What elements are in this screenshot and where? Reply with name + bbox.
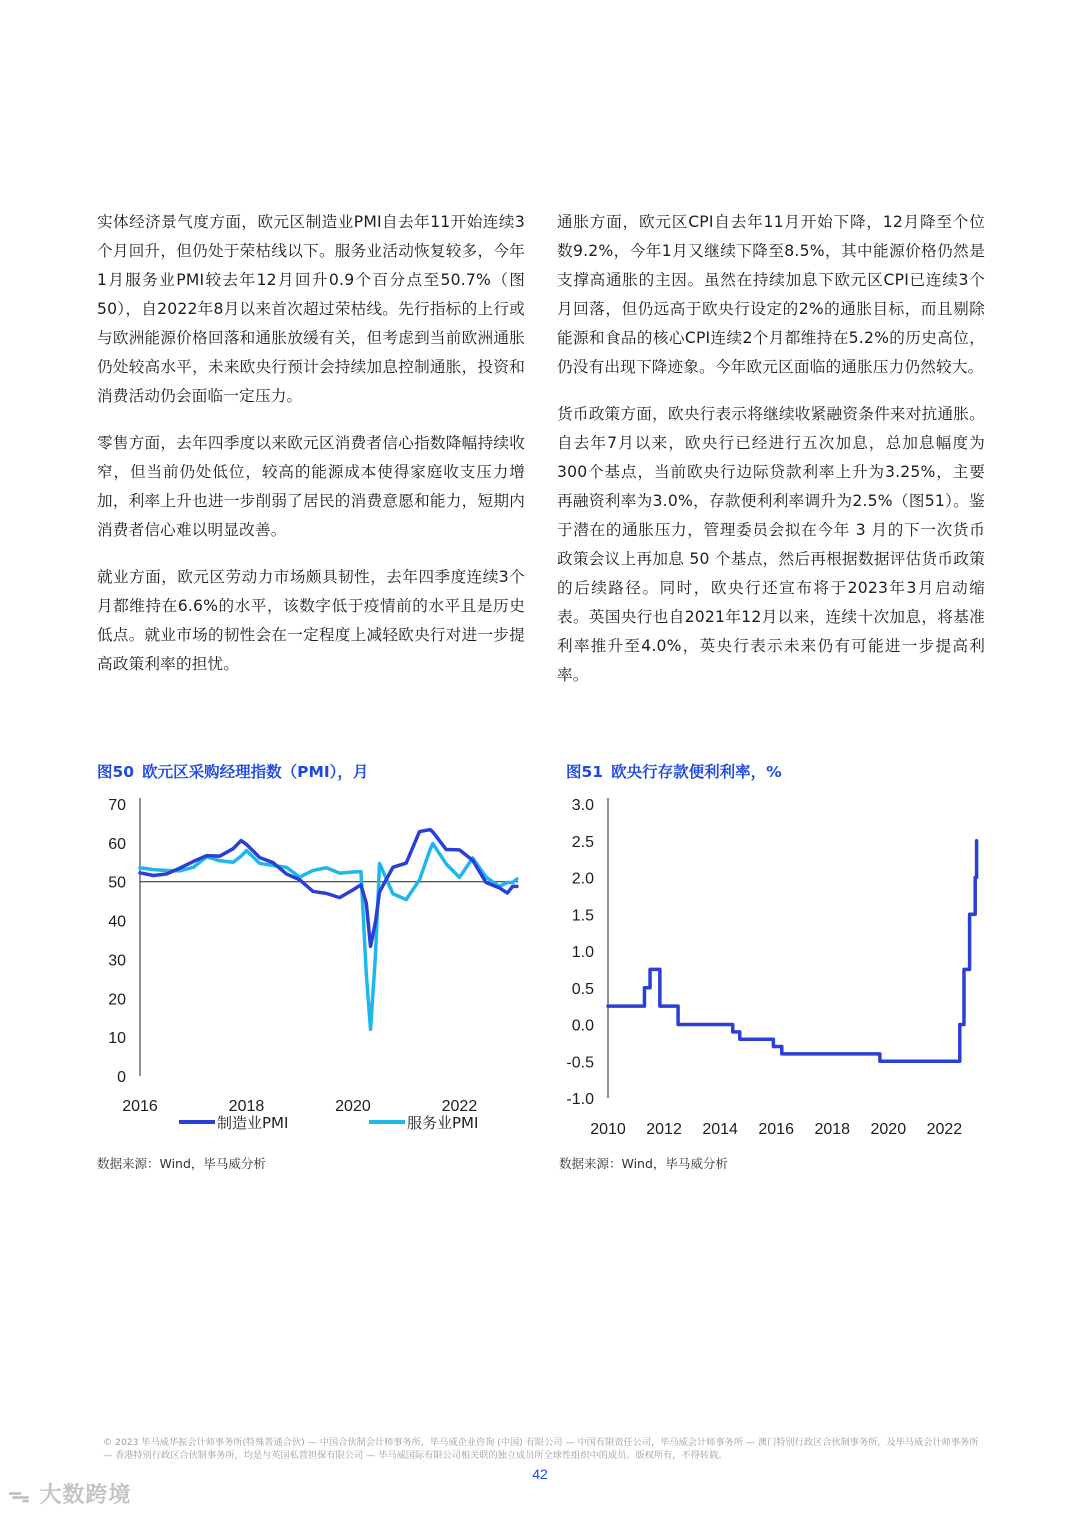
legend-label: 服务业PMI — [407, 1114, 479, 1132]
x-tick-label: 2022 — [441, 1098, 478, 1115]
watermark-icon: ᯓ — [8, 1483, 31, 1508]
y-tick-label: 0.5 — [571, 980, 594, 998]
watermark-text: 大数跨境 — [39, 1483, 132, 1508]
y-tick-label: 3.0 — [571, 797, 594, 814]
x-tick-label: 2020 — [335, 1098, 371, 1115]
x-tick-label: 2012 — [646, 1121, 682, 1138]
figure-51-caption: 欧央行存款便利利率，% — [611, 763, 782, 781]
y-tick-label: 1.5 — [571, 907, 594, 925]
figure-50-number: 图50 — [97, 763, 135, 781]
watermark-logo — [8, 1478, 131, 1509]
figure-51-title — [566, 760, 782, 782]
page-number: 42 — [532, 1466, 548, 1482]
x-tick-label: 2010 — [590, 1121, 626, 1138]
figure-50-source: 数据来源：Wind，毕马威分析 — [97, 1156, 266, 1171]
y-tick-label: 60 — [108, 835, 126, 853]
y-tick-label: 2.0 — [571, 870, 594, 888]
x-tick-label: 2020 — [870, 1121, 907, 1138]
legend-label: 制造业PMI — [217, 1114, 289, 1132]
paragraph-inflation: 通胀方面，欧元区CPI自去年11月开始下降，12月降至个位数9.2%，今年1月又继续下降至8.5%，其中能源价格仍然是支撑高通胀的主因。虽然在持续加息下欧元区CPI已连续3个月回落，但仍远高于欧央行设定的2%的通胀目标，而且剔除能源和食品的核心CPI连续2个月都维持在5.2%的历史高位，仍没有出现下降迹象。今年欧元区面临的通胀压力仍然较大。 — [557, 213, 985, 376]
x-tick-label: 2018 — [228, 1098, 265, 1115]
y-tick-label: 10 — [108, 1030, 126, 1048]
series-line — [140, 830, 517, 947]
y-tick-label: 0.0 — [571, 1017, 594, 1035]
x-tick-label: 2018 — [814, 1121, 851, 1138]
paragraph-monetary-policy: 货币政策方面，欧央行表示将继续收紧融资条件来对抗通胀。自去年7月以来，欧央行已经进行五次加息，总加息幅度为300个基点，当前欧央行边际贷款利率上升为3.25%，主要再融资利率为3.0%，存款便利利率调升为2.5%（图51）。鉴于潜在的通胀压力，管理委员会拟在今年 3 月的下一次货币政策会议上再加息 50 个基点，然后再根据数据评估货币政策的后续路径。同时，欧央行还宣布将于2023年3月启动缩表。英国央行也自2021年12月以来，连续十次加息，将基准利率推升至4.0%，英央行表示未来仍有可能进一步提高利率。 — [557, 405, 985, 684]
series-line — [140, 844, 517, 1030]
left-text-column — [97, 208, 525, 697]
figure-51-source: 数据来源：Wind，毕马威分析 — [559, 1156, 728, 1171]
y-tick-label: 0 — [117, 1069, 126, 1086]
x-tick-label: 2014 — [702, 1121, 738, 1138]
y-tick-label: -0.5 — [566, 1054, 594, 1072]
x-tick-label: 2016 — [758, 1121, 794, 1138]
y-tick-label: 1.0 — [571, 944, 594, 961]
right-text-column — [557, 208, 985, 708]
y-tick-label: 2.5 — [571, 833, 594, 851]
series-line — [608, 841, 977, 1062]
copyright-footer: © 2023 毕马威华振会计师事务所(特殊普通合伙) — 中国合伙制会计师事务所，毕马威企业咨询 (中国) 有限公司 — 中国有限责任公司，毕马威会计师事务所 — 澳门特别行政区合伙制事务所，及毕马威会计师事务所 — 香港特别行政区合伙制事务所，均是与英国私营担保有限公司 — 毕马威国际有限公司相关联的独立成员所全球性组织中的成员。版权所有，不得转载。 — [103, 1437, 979, 1461]
x-tick-label: 2022 — [926, 1121, 963, 1138]
y-tick-label: 30 — [108, 952, 126, 970]
figure-50-caption: 欧元区采购经理指数（PMI），月 — [142, 763, 369, 781]
deposit-rate-line-chart — [550, 780, 990, 1140]
y-tick-label: 20 — [108, 991, 126, 1009]
figure-50-title — [97, 760, 368, 782]
y-tick-label: 70 — [108, 797, 126, 814]
paragraph-employment: 就业方面，欧元区劳动力市场颇具韧性，去年四季度连续3个月都维持在6.6%的水平，该数字低于疫情前的水平且是历史低点。就业市场的韧性会在一定程度上减轻欧央行对进一步提高政策利率的担忧。 — [97, 568, 525, 673]
y-tick-label: 40 — [108, 913, 126, 931]
x-tick-label: 2016 — [122, 1098, 158, 1115]
paragraph-retail: 零售方面，去年四季度以来欧元区消费者信心指数降幅持续收窄，但当前仍处低位，较高的能源成本使得家庭收支压力增加，利率上升也进一步削弱了居民的消费意愿和能力，短期内消费者信心难以明显改善。 — [97, 434, 525, 539]
y-tick-label: 50 — [108, 874, 126, 892]
paragraph-business-climate: 实体经济景气度方面，欧元区制造业PMI自去年11开始连续3个月回升，但仍处于荣枯线以下。服务业活动恢复较多，今年1月服务业PMI较去年12月回升0.9个百分点至50.7%（图50），自2022年8月以来首次超过荣枯线。先行指标的上行或与欧洲能源价格回落和通胀放缓有关，但考虑到当前欧洲通胀仍处较高水平，未来欧央行预计会持续加息控制通胀，投资和消费活动仍会面临一定压力。 — [97, 213, 525, 405]
figure-51-number: 图51 — [566, 763, 604, 781]
y-tick-label: -1.0 — [566, 1091, 594, 1108]
pmi-line-chart — [85, 780, 525, 1140]
